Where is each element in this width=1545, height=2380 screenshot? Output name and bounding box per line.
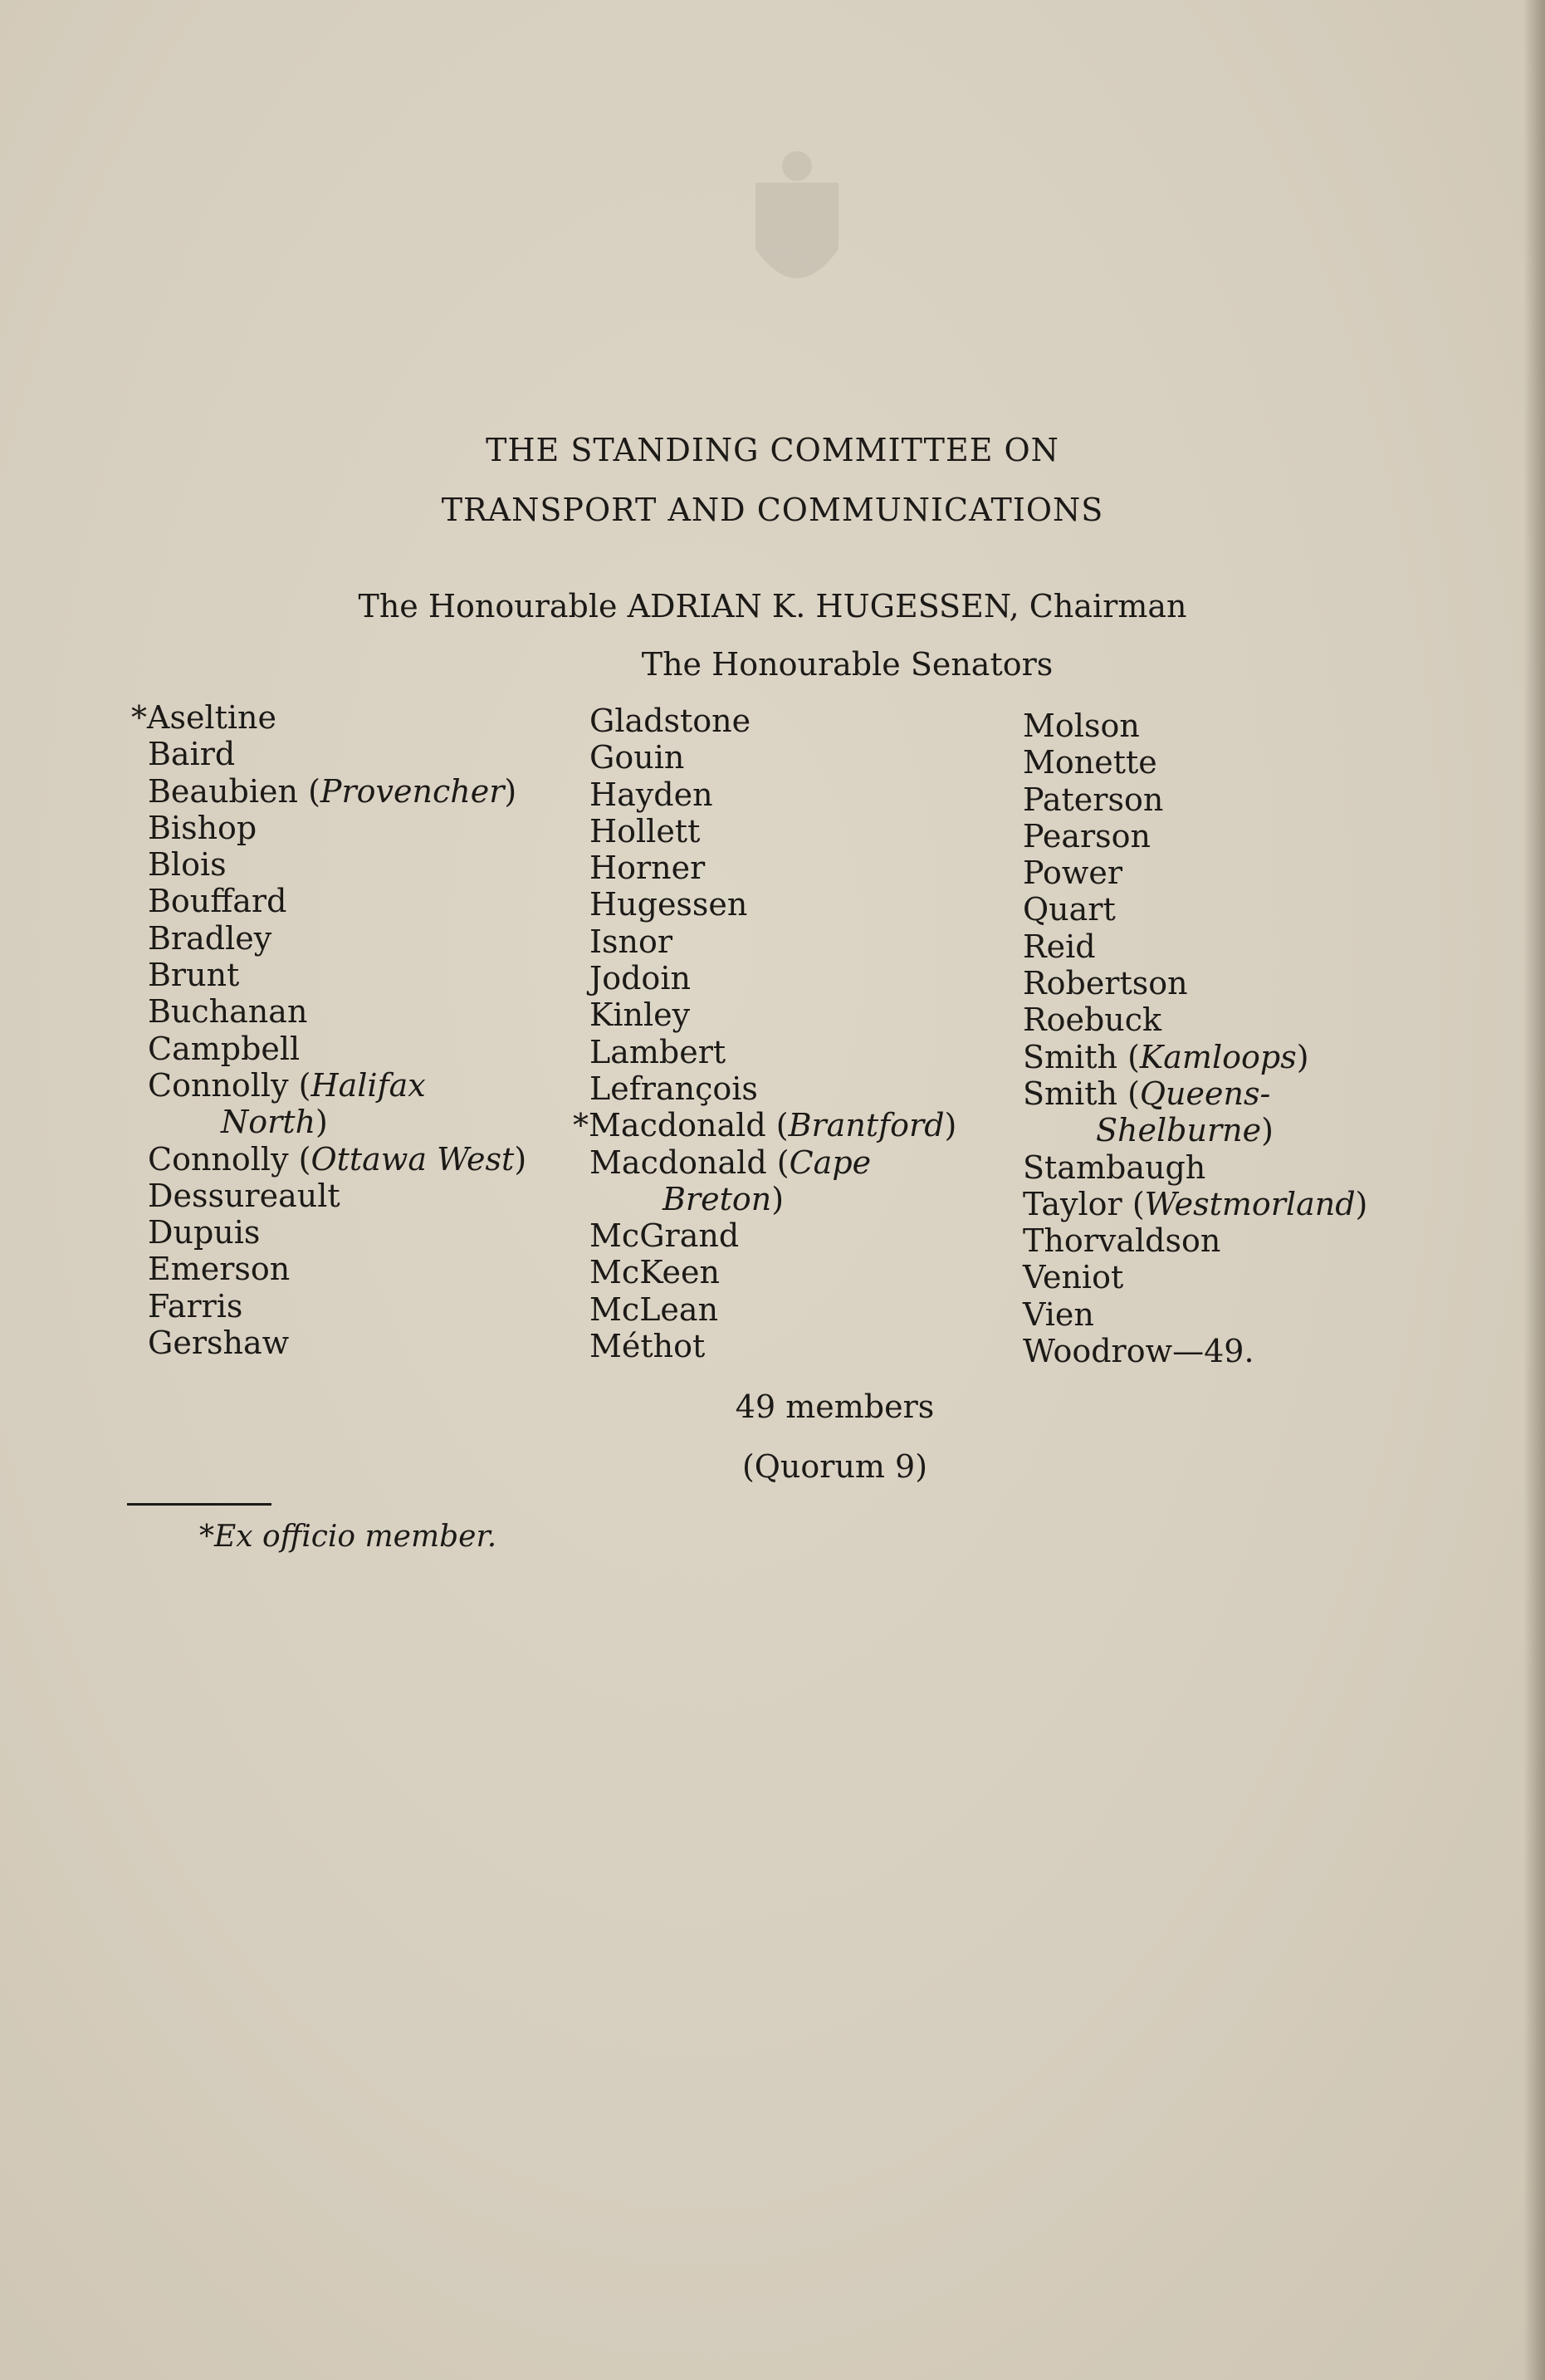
senator-district: Kamloops bbox=[1139, 1038, 1297, 1075]
senator-name: Paterson bbox=[1023, 781, 1164, 818]
senator-entry bbox=[1023, 818, 1367, 855]
senator-entry bbox=[589, 1217, 956, 1254]
senator-name: Dupuis bbox=[148, 1214, 261, 1251]
paren-open: ( bbox=[1132, 1185, 1145, 1222]
paren-open: ( bbox=[1127, 1075, 1140, 1112]
senator-name: Veniot bbox=[1023, 1259, 1124, 1296]
senator-entry bbox=[1023, 965, 1367, 1001]
senator-name: Hayden bbox=[589, 776, 713, 813]
senator-name: Brunt bbox=[148, 957, 240, 994]
senator-entry bbox=[1023, 855, 1367, 891]
senator-name: Hugessen bbox=[589, 886, 748, 923]
senator-entry bbox=[148, 1031, 526, 1067]
senator-entry bbox=[148, 736, 526, 772]
senator-name: Vien bbox=[1023, 1295, 1094, 1333]
senator-name: McGrand bbox=[589, 1217, 740, 1255]
senator-entry bbox=[131, 699, 526, 736]
senator-name: Campbell bbox=[148, 1030, 301, 1067]
senator-entry bbox=[573, 1107, 957, 1144]
chairman-line: The Honourable ADRIAN K. HUGESSEN, Chairman bbox=[358, 588, 1187, 624]
page-edge-shadow bbox=[1523, 0, 1545, 2380]
paren-close: ) bbox=[504, 772, 517, 810]
senator-name: Thorvaldson bbox=[1023, 1222, 1221, 1260]
senator-entry bbox=[589, 703, 956, 739]
senator-entry bbox=[148, 1251, 526, 1287]
senator-entry bbox=[589, 1144, 956, 1181]
committee-title: THE STANDING COMMITTEE ON bbox=[486, 432, 1059, 468]
senator-entry bbox=[148, 1214, 526, 1251]
senator-name: Taylor bbox=[1023, 1185, 1122, 1222]
senator-name: Méthot bbox=[589, 1328, 706, 1365]
senator-entry bbox=[148, 1178, 526, 1214]
senator-name: Connolly bbox=[148, 1066, 289, 1104]
senator-entry bbox=[1023, 1039, 1367, 1075]
senator-name: Macdonald bbox=[589, 1107, 766, 1144]
senator-name: Baird bbox=[148, 736, 236, 773]
senator-entry bbox=[589, 997, 956, 1033]
paren-open: ( bbox=[298, 1140, 311, 1178]
paren-open: ( bbox=[308, 772, 320, 810]
senator-entry bbox=[1023, 928, 1367, 965]
senator-entry bbox=[589, 1328, 956, 1364]
senator-name: Beaubien bbox=[148, 772, 298, 810]
committee-subtitle: TRANSPORT AND COMMUNICATIONS bbox=[441, 492, 1104, 528]
senator-name: Bouffard bbox=[148, 883, 287, 920]
senator-entry bbox=[148, 1067, 526, 1104]
senator-name: Blois bbox=[148, 846, 227, 884]
senator-entry bbox=[589, 850, 956, 886]
senator-name: Buchanan bbox=[148, 993, 308, 1031]
senator-entry bbox=[1023, 781, 1367, 818]
senator-entry bbox=[1023, 1333, 1367, 1369]
senator-district: Westmorland bbox=[1144, 1185, 1356, 1222]
senator-name: Smith bbox=[1023, 1038, 1117, 1075]
senators-column-1 bbox=[131, 699, 527, 1362]
senator-name: Emerson bbox=[148, 1251, 291, 1288]
senator-entry bbox=[589, 1181, 956, 1217]
senator-entry bbox=[148, 883, 526, 919]
senator-district: Halifax bbox=[310, 1066, 426, 1104]
senator-district: Cape bbox=[789, 1143, 872, 1181]
senator-name: Monette bbox=[1023, 744, 1157, 781]
senators-column-3 bbox=[1023, 708, 1367, 1369]
senator-name: Power bbox=[1023, 855, 1123, 892]
senator-name: Lambert bbox=[589, 1033, 726, 1070]
senator-entry bbox=[589, 923, 956, 960]
senator-name: Roebuck bbox=[1023, 1001, 1162, 1039]
senator-name: McLean bbox=[589, 1290, 719, 1328]
senator-entry bbox=[148, 846, 526, 883]
senator-entry bbox=[589, 886, 956, 923]
senator-entry bbox=[1023, 1186, 1367, 1222]
senator-name: Hollett bbox=[589, 812, 701, 850]
paren-close: ) bbox=[771, 1180, 785, 1217]
coat-of-arms-bleedthrough bbox=[739, 149, 855, 316]
senator-name: Aseltine bbox=[147, 699, 276, 736]
senator-name: Bradley bbox=[148, 919, 272, 957]
paren-open: ( bbox=[775, 1107, 789, 1144]
senator-entry bbox=[589, 776, 956, 813]
paren-close: ) bbox=[944, 1107, 957, 1144]
member-count: 49 members bbox=[735, 1388, 935, 1425]
senator-entry bbox=[589, 1291, 956, 1328]
senator-name: Dessureault bbox=[148, 1177, 340, 1214]
senator-entry bbox=[1023, 1296, 1367, 1333]
senator-entry bbox=[148, 920, 526, 957]
ex-officio-marker: * bbox=[573, 1107, 589, 1144]
paren-close: ) bbox=[315, 1104, 328, 1141]
paren-open: ( bbox=[1127, 1038, 1140, 1075]
footnote-rule bbox=[127, 1503, 271, 1506]
senator-entry bbox=[589, 1254, 956, 1290]
footnote: *Ex officio member. bbox=[199, 1520, 497, 1554]
senator-district: Queens- bbox=[1139, 1075, 1271, 1112]
senator-entry bbox=[1023, 744, 1367, 781]
senator-name: Jodoin bbox=[589, 960, 691, 997]
senators-label: The Honourable Senators bbox=[641, 646, 1054, 683]
paren-close: ) bbox=[1355, 1185, 1368, 1222]
senator-entry bbox=[1023, 1149, 1367, 1186]
senator-name: Lefrançois bbox=[589, 1070, 758, 1107]
paren-open: ( bbox=[776, 1143, 790, 1181]
senator-entry bbox=[1023, 891, 1367, 928]
senator-name: Pearson bbox=[1023, 817, 1151, 855]
paren-close: ) bbox=[1296, 1038, 1309, 1075]
senator-entry bbox=[589, 1034, 956, 1070]
senator-entry bbox=[148, 1288, 526, 1325]
senator-entry bbox=[1023, 1001, 1367, 1038]
senator-entry bbox=[1023, 1259, 1367, 1295]
senator-name: Farris bbox=[148, 1287, 243, 1325]
senator-entry bbox=[148, 1104, 526, 1140]
senator-name: McKeen bbox=[589, 1254, 721, 1291]
senator-name: Stambaugh bbox=[1023, 1148, 1206, 1186]
paren-close: ) bbox=[1261, 1112, 1274, 1149]
paren-close: ) bbox=[514, 1140, 527, 1178]
quorum-note: (Quorum 9) bbox=[741, 1448, 928, 1485]
senator-entry bbox=[148, 957, 526, 993]
senator-name: Macdonald bbox=[589, 1143, 767, 1181]
senator-entry bbox=[589, 960, 956, 997]
senator-district: Ottawa West bbox=[310, 1140, 515, 1178]
senator-name: Quart bbox=[1023, 891, 1116, 928]
senator-district: Provencher bbox=[320, 772, 505, 810]
senator-name: Connolly bbox=[148, 1140, 289, 1178]
senator-name: Smith bbox=[1023, 1075, 1117, 1112]
senator-district: Breton bbox=[662, 1180, 772, 1217]
senator-name: Bishop bbox=[148, 809, 257, 846]
senator-name: Molson bbox=[1023, 708, 1140, 744]
ex-officio-marker: * bbox=[131, 699, 147, 736]
senator-name: Gouin bbox=[589, 739, 685, 776]
senator-name: Reid bbox=[1023, 928, 1096, 965]
senator-name: Kinley bbox=[589, 997, 691, 1034]
senator-name: Horner bbox=[589, 850, 706, 887]
senator-entry bbox=[148, 1325, 526, 1361]
senator-entry bbox=[1023, 1112, 1367, 1148]
senator-entry bbox=[1023, 708, 1367, 744]
senator-name: Woodrow—49. bbox=[1023, 1333, 1254, 1370]
senator-entry bbox=[148, 993, 526, 1030]
senator-district: Brantford bbox=[788, 1107, 945, 1144]
senators-column-2 bbox=[573, 703, 957, 1365]
senator-entry bbox=[589, 739, 956, 776]
senator-entry bbox=[1023, 1222, 1367, 1259]
paren-open: ( bbox=[298, 1066, 311, 1104]
senator-entry bbox=[148, 1141, 526, 1178]
senator-name: Robertson bbox=[1023, 965, 1188, 1002]
senator-entry bbox=[589, 813, 956, 850]
senator-entry bbox=[148, 810, 526, 846]
senator-name: Gladstone bbox=[589, 703, 751, 739]
senator-entry bbox=[1023, 1075, 1367, 1112]
senator-name: Isnor bbox=[589, 923, 673, 960]
senator-district: Shelburne bbox=[1096, 1112, 1262, 1149]
senator-entry bbox=[589, 1070, 956, 1107]
senator-district: North bbox=[221, 1104, 316, 1141]
senator-entry bbox=[148, 773, 526, 810]
senator-name: Gershaw bbox=[148, 1325, 290, 1362]
